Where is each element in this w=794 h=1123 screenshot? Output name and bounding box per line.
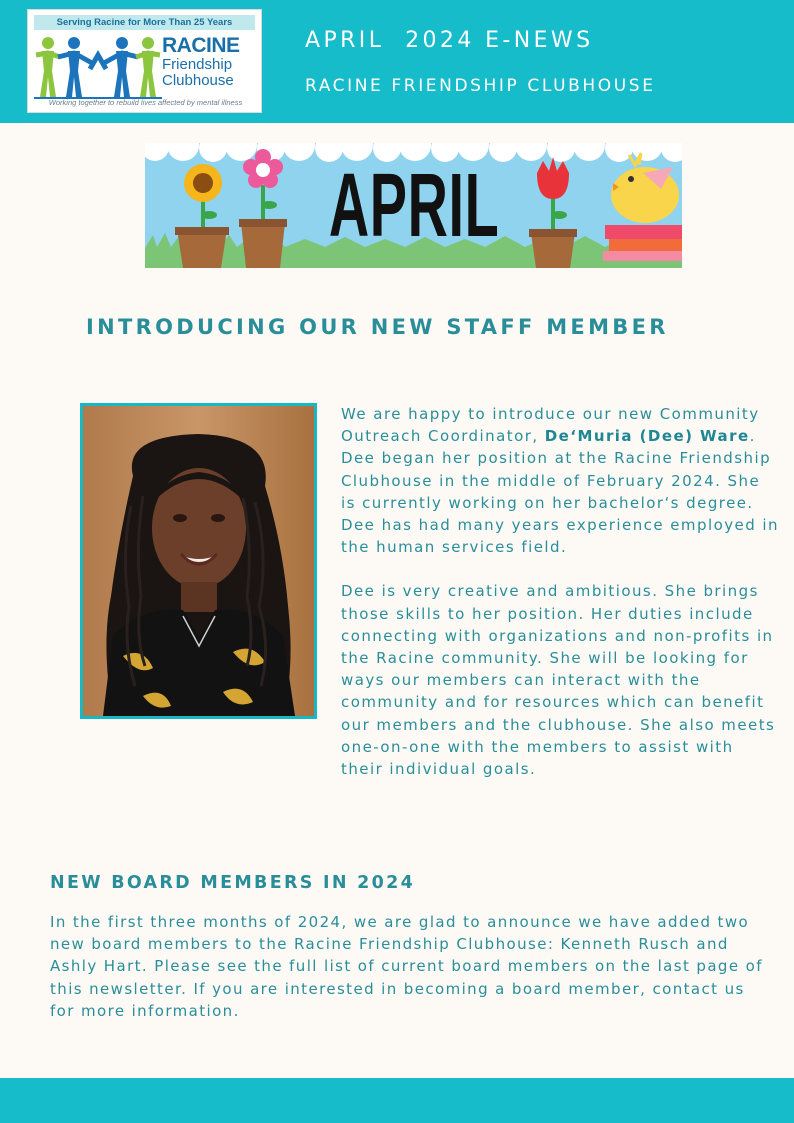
- intro-text-start: We are happy to introduce our new Community Outreach Coordinator,: [341, 405, 760, 446]
- logo-name-line2: Friendship: [162, 56, 233, 73]
- intro-text-end: . Dee began her position at the Racine Friendship Clubhouse in the middle of February 2024. She is currently working on her bachelor‘s degree. Dee has had many years experience employed in the human services field.: [341, 427, 779, 557]
- staff-intro-text: [341, 403, 781, 780]
- staff-portrait: [83, 406, 314, 716]
- staff-intro-paragraph-2: Dee is very creative and ambitious. She brings those skills to her position. Her duties include connecting with organizations and non-profits in the Racine community. She will be looking for ways our members can interact with the community and for resources which can benefit our members and the clubhouse. She also meets one-on-one with the members to assist with their individual goals.: [341, 582, 776, 779]
- logo-tagline: Working together to rebuild lives affected by mental illness: [48, 98, 243, 107]
- logo-ribbon: Serving Racine for More Than 25 Years: [34, 15, 255, 30]
- staff-section-title: INTRODUCING OUR NEW STAFF MEMBER: [86, 315, 669, 339]
- book-stack-icon: [603, 225, 682, 261]
- people-figures-icon: [34, 33, 162, 99]
- newsletter-title: APRIL 2024 E-NEWS: [305, 28, 594, 53]
- staff-intro-paragraph-1: [341, 403, 781, 558]
- newsletter-subtitle: RACINE FRIENDSHIP CLUBHOUSE: [305, 76, 656, 96]
- header-bar: [0, 0, 794, 123]
- staff-photo-frame: [80, 403, 317, 719]
- board-section-title: NEW BOARD MEMBERS IN 2024: [50, 873, 416, 893]
- logo-name-line1: RACINE: [162, 34, 240, 57]
- clubhouse-logo: [27, 9, 262, 113]
- logo-name: [162, 35, 262, 88]
- april-banner: [145, 143, 682, 268]
- logo-name-line3: Clubhouse: [162, 72, 234, 89]
- board-section-body: In the first three months of 2024, we are glad to announce we have added two new board members to the Racine Friendship Clubhouse: Kenneth Rusch and Ashly Hart. Please see the full list of current board members on the last page of this newsletter. If you are interested in becoming a board member, contact us for more information.: [50, 913, 763, 1020]
- footer-bar: [0, 1078, 794, 1123]
- banner-month-text: APRIL: [328, 156, 500, 256]
- staff-member-name: De‘Muria (Dee) Ware: [544, 427, 750, 446]
